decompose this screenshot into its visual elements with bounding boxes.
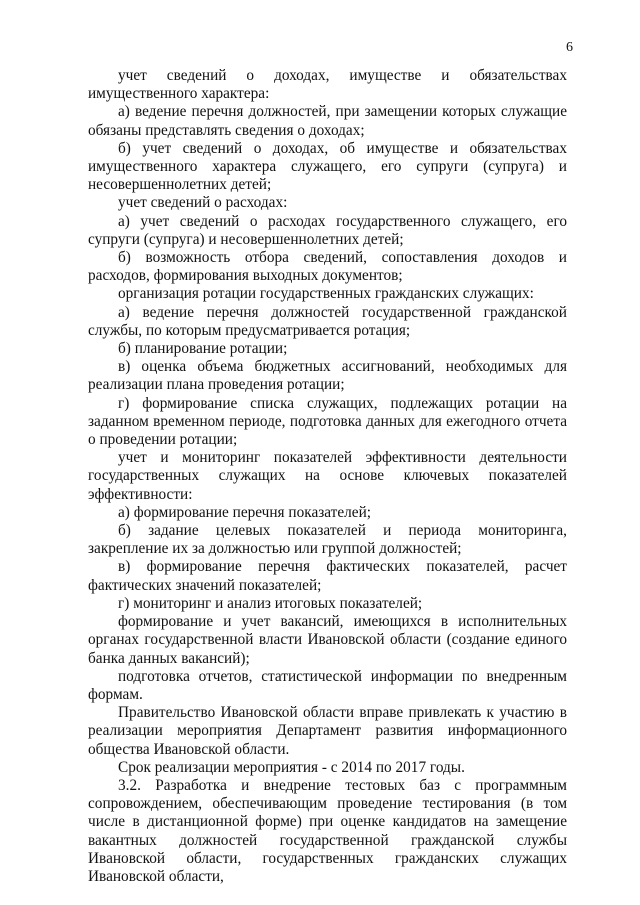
paragraph-data-selection: б) возможность отбора сведений, сопоставления доходов и расходов, формирования выходных документов; [88,249,567,285]
paragraph-rotation: организация ротации государственных гражданских служащих: [118,285,534,303]
paragraph-expense-accounting: учет сведений о расходах: [118,194,288,212]
paragraph-expense-records: а) учет сведений о расходах государственного служащего, его супруги (супруга) и несовершеннолетних детей; [88,212,567,248]
paragraph-kpi-targets: б) задание целевых показателей и периода мониторинга, закрепление их за должностью или группой должностей; [88,522,567,558]
paragraph-positions-list: а) ведение перечня должностей, при замещении которых служащие обязаны представлять сведения о доходах; [88,103,567,139]
paragraph-budget-assessment: в) оценка объема бюджетных ассигнований, необходимых для реализации плана проведения ротации; [88,358,567,394]
paragraph-income-accounting: учет сведений о доходах, имуществе и обязательствах имущественного характера: [88,67,567,103]
paragraph-kpi-list: а) формирование перечня показателей; [118,503,372,521]
paragraph-income-records: б) учет сведений о доходах, об имуществе и обязательствах имущественного характера служащего, его супруги (супруга) и несовершеннолетних детей; [88,139,567,194]
paragraph-kpi-monitoring: учет и мониторинг показателей эффективности деятельности государственных служащих на основе ключевых показателей эффективности: [88,449,567,503]
paragraph-government-participation: Правительство Ивановской области вправе привлекать к участию в реализации мероприятия Департамент развития информационного общества Ивановской области. [88,704,567,758]
paragraph-kpi-analysis: г) мониторинг и анализ итоговых показателей; [118,594,423,612]
paragraph-section-3-2: 3.2. Разработка и внедрение тестовых баз с программным сопровождением, обеспечивающим проведение тестирования (в том числе в дистанционной форме) при оценке кандидатов на замещение вакантных должностей государственной гражданской службы Ивановской области, государственных гражданских служащих Ивановской области, [88,776,567,885]
paragraph-rotation-planning: б) планирование ротации; [118,340,288,358]
paragraph-rotation-list: г) формирование списка служащих, подлежащих ротации на заданном временном периоде, подготовка данных для ежегодного отчета о проведении ротации; [88,394,567,449]
paragraph-reports: подготовка отчетов, статистической информации по внедренным формам. [88,667,567,703]
page-number: 6 [566,40,573,55]
paragraph-vacancies: формирование и учет вакансий, имеющихся в исполнительных органах государственной власти Ивановской области (создание единого банка данных вакансий); [88,613,567,667]
paragraph-implementation-period: Срок реализации мероприятия - с 2014 по 2017 годы. [118,758,465,776]
paragraph-kpi-actuals: в) формирование перечня фактических показателей, расчет фактических значений показателей; [88,558,567,594]
document-body [88,67,567,886]
paragraph-rotation-positions: а) ведение перечня должностей государственной гражданской службы, по которым предусматривается ротация; [88,303,567,339]
